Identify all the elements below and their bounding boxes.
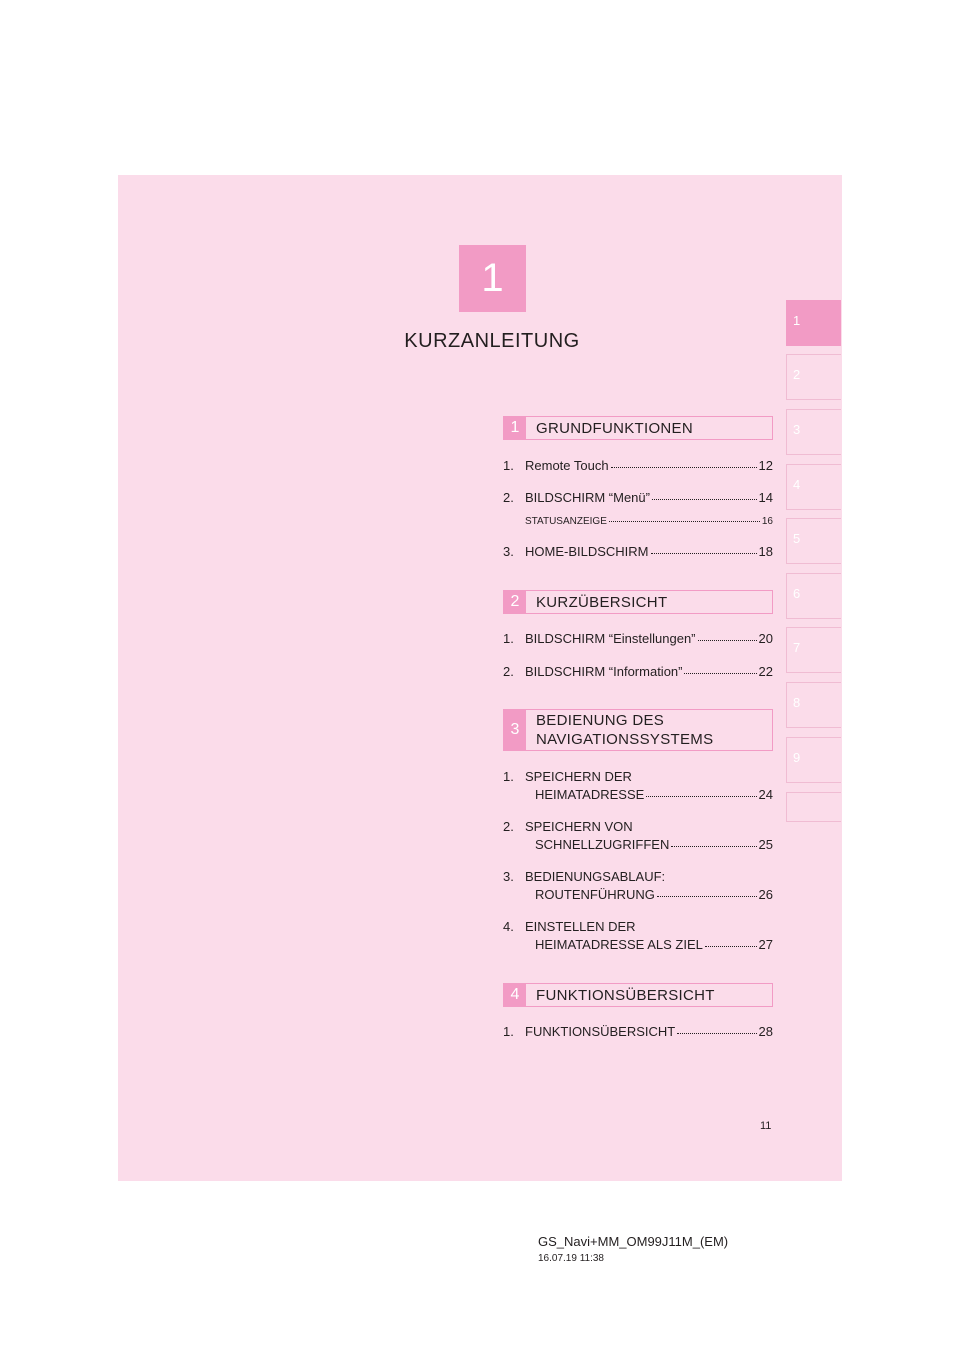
side-tab-3[interactable]: 3: [786, 409, 841, 455]
section-number: 2: [504, 591, 526, 613]
side-tab-2[interactable]: 2: [786, 354, 841, 400]
section-header-4: [503, 983, 773, 1007]
footer-document-code: GS_Navi+MM_OM99J11M_(EM): [538, 1234, 729, 1249]
chapter-number: 1: [481, 256, 504, 300]
toc-entry[interactable]: 3. BEDIENUNGSABLAUF: ROUTENFÜHRUNG 26: [503, 869, 773, 902]
toc-subentry[interactable]: STATUSANZEIGE 16: [525, 514, 773, 527]
chapter-number-box: [459, 245, 526, 312]
toc-entry[interactable]: 3. HOME-BILDSCHIRM 18: [503, 544, 773, 559]
section-header-2: [503, 590, 773, 614]
side-tab-8[interactable]: 8: [786, 682, 841, 728]
side-tab-6[interactable]: 6: [786, 573, 841, 619]
side-tab-1[interactable]: 1: [786, 300, 841, 346]
section-title: FUNKTIONSÜBERSICHT: [536, 986, 715, 1004]
toc-entry[interactable]: 2. SPEICHERN VON SCHNELLZUGRIFFEN 25: [503, 819, 773, 852]
footer-date: 16.07.19 11:38: [538, 1253, 604, 1264]
section-number: 1: [504, 417, 526, 439]
toc-entry[interactable]: 1. SPEICHERN DER HEIMATADRESSE 24: [503, 769, 773, 802]
section-title: GRUNDFUNKTIONEN: [536, 419, 693, 437]
section-number: 4: [504, 984, 526, 1006]
side-tab-10[interactable]: [786, 792, 841, 822]
section-header-3: [503, 709, 773, 751]
section-title: KURZÜBERSICHT: [536, 593, 668, 611]
side-tab-9[interactable]: 9: [786, 737, 841, 783]
toc-entry[interactable]: 1. Remote Touch 12: [503, 458, 773, 473]
toc-entry[interactable]: 1. FUNKTIONSÜBERSICHT 28: [503, 1024, 773, 1039]
side-tab-4[interactable]: 4: [786, 464, 841, 510]
page-number: 11: [760, 1120, 772, 1132]
side-tab-7[interactable]: 7: [786, 627, 841, 673]
toc-entry[interactable]: 2. BILDSCHIRM “Menü” 14: [503, 490, 773, 505]
side-tab-5[interactable]: 5: [786, 518, 841, 564]
chapter-title: KURZANLEITUNG: [404, 330, 580, 352]
section-header-1: [503, 416, 773, 440]
section-number: 3: [504, 710, 526, 750]
toc-entry[interactable]: 4. EINSTELLEN DER HEIMATADRESSE ALS ZIEL 27: [503, 919, 773, 952]
toc-entry[interactable]: 2. BILDSCHIRM “Information” 22: [503, 664, 773, 679]
toc-entry[interactable]: 1. BILDSCHIRM “Einstellungen” 20: [503, 631, 773, 646]
section-title: BEDIENUNG DES NAVIGATIONSSYSTEMS: [536, 712, 714, 748]
